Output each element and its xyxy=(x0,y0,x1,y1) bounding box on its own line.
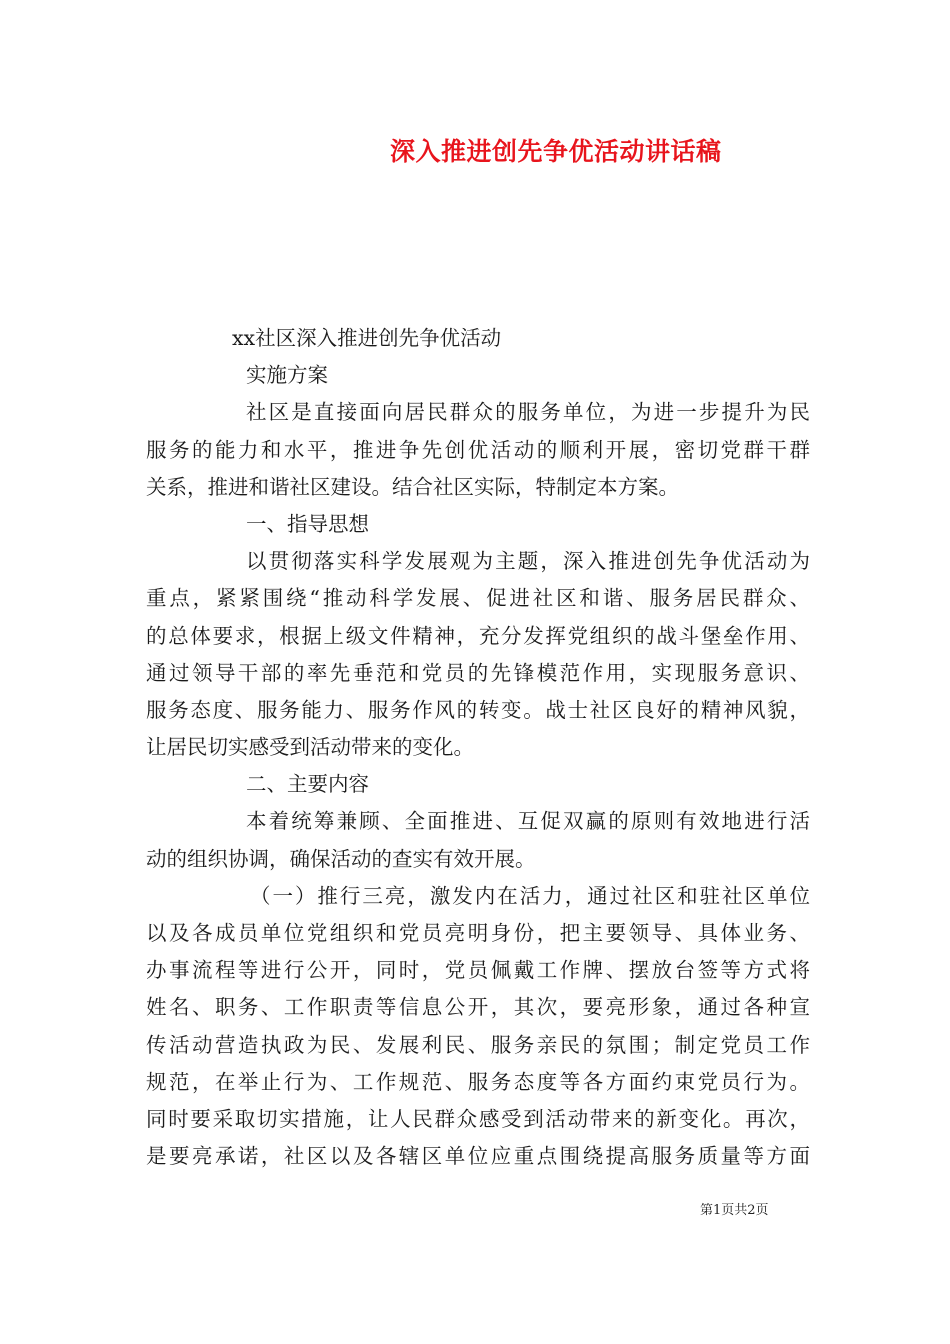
paragraph-line: 传活动营造执政为民、发展利民、服务亲民的氛围；制定党员工作 xyxy=(146,1032,810,1057)
paragraph-line: 以及各成员单位党组织和党员亮明身份，把主要领导、具体业务、 xyxy=(146,921,810,945)
page-number-label: 第1页共2页 xyxy=(700,1203,769,1218)
paragraph-line: 姓名、职务、工作职责等信息公开，其次，要亮形象，通过各种宣 xyxy=(146,995,810,1020)
paragraph-line: 通过领导干部的率先垂范和党员的先锋模范作用，实现服务意识、 xyxy=(146,660,810,685)
paragraph-line: 同时要采取切实措施，让人民群众感受到活动带来的新变化。再次， xyxy=(146,1106,810,1131)
document-title: 深入推进创先争优活动讲话稿 xyxy=(390,137,722,166)
subtitle-line: xx社区深入推进创先争优活动 xyxy=(232,326,502,350)
paragraph-line: （一）推行三亮，激发内在活力，通过社区和驻社区单位 xyxy=(250,883,810,908)
paragraph-line: 重点，紧紧围绕“推动科学发展、促进社区和谐、服务居民群众、 xyxy=(146,586,810,611)
paragraph-line: 关系，推进和谐社区建设。结合社区实际，特制定本方案。 xyxy=(146,474,679,499)
subtitle-line: 实施方案 xyxy=(246,363,328,388)
paragraph-line: 以贯彻落实科学发展观为主题，深入推进创先争优活动为 xyxy=(246,549,810,574)
section-heading: 一、指导思想 xyxy=(246,511,369,536)
paragraph-line: 本着统筹兼顾、全面推进、互促双赢的原则有效地进行活 xyxy=(246,809,810,834)
paragraph-line: 服务的能力和水平，推进争先创优活动的顺利开展，密切党群干群 xyxy=(146,437,810,462)
page-footer xyxy=(700,1201,769,1221)
section-heading: 二、主要内容 xyxy=(246,772,369,797)
paragraph-line: 是要亮承诺，社区以及各辖区单位应重点围绕提高服务质量等方面 xyxy=(146,1144,810,1169)
document-body xyxy=(146,320,810,1175)
paragraph-line: 服务态度、服务能力、服务作风的转变。战士社区良好的精神风貌， xyxy=(146,697,810,722)
paragraph-line: 办事流程等进行公开，同时，党员佩戴工作牌、摆放台签等方式将 xyxy=(146,958,810,983)
paragraph-line: 让居民切实感受到活动带来的变化。 xyxy=(146,735,474,760)
paragraph-line: 规范，在举止行为、工作规范、服务态度等各方面约束党员行为。 xyxy=(146,1069,810,1094)
paragraph-line: 社区是直接面向居民群众的服务单位，为进一步提升为民 xyxy=(246,400,810,425)
paragraph-line: 动的组织协调，确保活动的查实有效开展。 xyxy=(146,846,536,871)
paragraph-line: 的总体要求，根据上级文件精神，充分发挥党组织的战斗堡垒作用、 xyxy=(146,623,810,648)
